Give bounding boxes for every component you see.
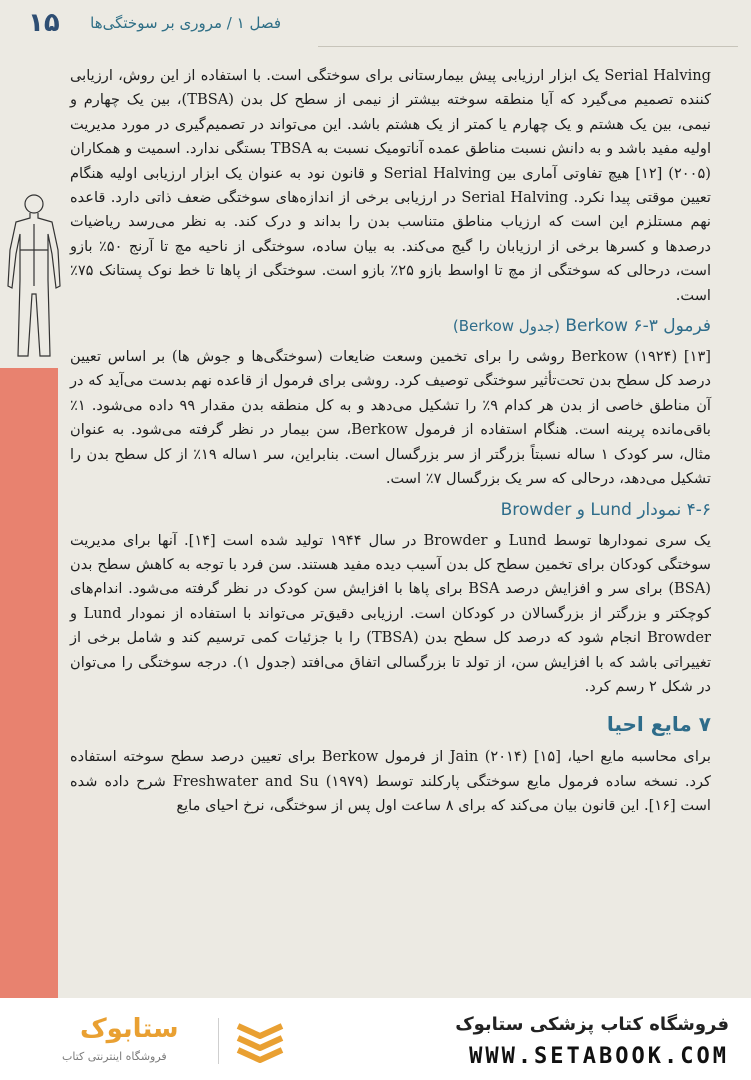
- book-stack-icon: [234, 1018, 286, 1064]
- lund-browder-heading: ۴-۶ نمودار Lund و Browder: [500, 499, 711, 520]
- logo-divider: [218, 1018, 219, 1064]
- berkow-heading: [70, 313, 711, 339]
- berkow-heading-text: فرمول ۳-۶ Berkow: [565, 316, 711, 337]
- header-divider: [318, 46, 738, 47]
- body-outline-icon: [2, 190, 66, 362]
- fluid-resuscitation-heading: ۷ مایع احیا: [606, 712, 711, 737]
- store-logo[interactable]: [22, 1010, 292, 1072]
- chapter-title: فصل ۱ / مروری بر سوختگی‌ها: [90, 14, 281, 32]
- berkow-heading-en: (جدول Berkow): [452, 317, 560, 336]
- logo-text: ستابوک: [80, 1014, 179, 1044]
- store-url-link[interactable]: WWW.SETABOOK.COM: [469, 1044, 729, 1069]
- intro-paragraph: Serial Halving یک ابزار ارزیابی پیش بیمارستانی برای سوختگی است. با استفاده از این روش، ارزیابی کننده تصمیم می‌گیرد که آیا منطقه سوخته بیشتر از نیمی از سطح کل بدن (TBSA)، بین یک چهارم و نیمی، بین یک هشتم و یک چهارم یا کمتر از یک هشتم باشد. این می‌تواند در تصمیم‌گیری در مورد مدیریت اولیه مفید باشد و به دانش نسبت مناطق عمده آناتومیک نسبت به TBSA بستگی ندارد. اسمیت و همکاران (۲۰۰۵) [۱۲] هیچ تفاوتی آماری بین Serial Halving و قانون نود به عنوان یک ابزار ارزیابی اولیه هنگام تعیین موقتی پیدا نکرد. Serial Halving در ارزیابی برخی از اندازه‌های سوختگی ضعف ذاتی دارد. قاعده نهم مستلزم این است که ارزیاب مناطق متناسب بدن را بداند و درک کند. به نظر می‌رسد ریاضیات درصدها و کسرها برخی از ارزیابان را گیج می‌کند. به بیان ساده، سوختگی از ناحیه مچ تا آرنج ۵۰٪ بازو است، درحالی که سوختگی از مچ تا اواسط بازو ۲۵٪ بازو است. سوختگی از پاها تا خط نوک پستانک ۷۵٪ است.: [70, 67, 712, 304]
- store-name: فروشگاه کتاب پزشکی ستابوک: [455, 1014, 729, 1035]
- page-content: [70, 64, 711, 819]
- page-number: ۱۵: [28, 8, 60, 38]
- chapter-side-tab: [0, 368, 58, 998]
- page-header: [0, 0, 751, 50]
- berkow-paragraph: Berkow (۱۹۲۴) [۱۳] روشی را برای تخمین وسعت ضایعات (سوختگی‌ها و جوش ها) بر اساس تعیین درصد کل سطح بدن تحت‌تأثیر سوختگی توصیف کرد. روشی برای فرمول از قاعده نهم بدست می‌آید که در آن مناطق خاصی از بدن هر کدام ۹٪ را تشکیل می‌دهد و به کل منطقه بدن مقدار ۹۹ داده می‌شود. ۱٪ باقی‌مانده پرینه است. هنگام استفاده از فرمول Berkow، سن بیمار در نظر گرفته می‌شود. به عنوان مثال، سر کودک ۱ ساله نسبتاً بزرگتر از سر بزرگسال است. بنابراین، سر ۱ساله ۱۹٪ از کل سطح بدن را تشکیل می‌دهد، درحالی که سر یک بزرگسال ۷٪ است.: [70, 348, 711, 488]
- lund-browder-paragraph: یک سری نمودارها توسط Lund و Browder در سال ۱۹۴۴ تولید شده است [۱۴]. آنها برای مدیریت سوختگی کودکان برای تخمین سطح کل بدن آسیب دیده مفید هستند. سن فرد با توجه به کاهش سطح بدن (BSA) برای سر و افزایش درصد BSA برای پاها با افزایش سن کودک در نظر گرفته می‌شود. اندام‌های کوچکتر و بزرگتر از بزرگسالان در کودکان است. ارزیابی دقیق‌تر می‌تواند با استفاده از نمودار Lund و Browder انجام شود که درصد کل سطح بدن (TBSA) را با جزئیات کمی ترسیم کند و شامل برخی از تغییراتی باشد که با افزایش سن، از تولد تا بزرگسالی اتفاق می‌افتد (جدول ۱). درجه سوختگی را می‌توان در شکل ۲ رسم کرد.: [70, 531, 712, 695]
- logo-subtitle: فروشگاه اینترنتی کتاب: [62, 1050, 167, 1063]
- store-footer: [0, 998, 751, 1080]
- fluid-resuscitation-paragraph: برای محاسبه مایع احیا، Jain (۲۰۱۴) [۱۵] از فرمول Berkow برای تعیین درصد سطح سوخته استفاده کرد. نسخه ساده فرمول مایع سوختگی پارکلند توسط Freshwater and Su (۱۹۷۹) شرح داده شده است [۱۶]. این قانون بیان می‌کند که برای ۸ ساعت اول پس از سوختگی، نرخ احیای مایع: [70, 748, 711, 815]
